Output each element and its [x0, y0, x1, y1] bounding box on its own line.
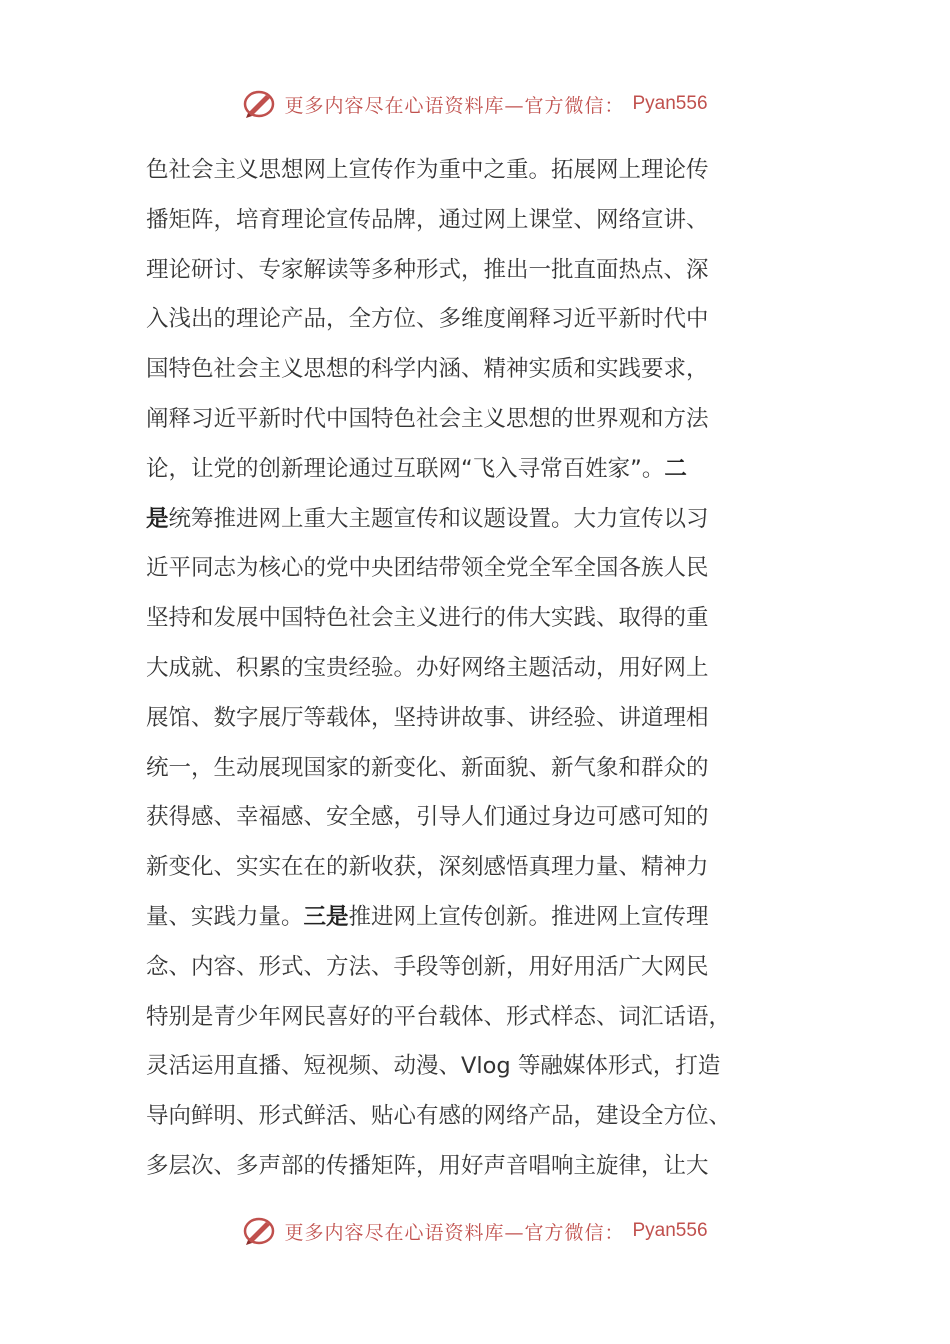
text-line: 新变化、实实在在的新收获，深刻感悟真理力量、精神力	[146, 854, 709, 881]
text-line: 坚持和发展中国特色社会主义进行的伟大实践、取得的重	[146, 605, 709, 632]
text-line	[146, 445, 796, 495]
point-marker-two: 二	[664, 455, 687, 482]
text-segment: 统筹推进网上重大主题宣传和议题设置。大力宣传以习	[168, 505, 709, 532]
text-segment: 量、实践力量。	[146, 903, 304, 930]
pen-logo-icon	[242, 89, 276, 119]
text-line: 统一，生动展现国家的新变化、新面貌、新气象和群众的	[146, 754, 709, 781]
footer-banner	[0, 1213, 950, 1249]
point-marker-two-cont: 是	[146, 505, 169, 532]
text-line: 入浅出的理论产品，全方位、多维度阐释习近平新时代中	[146, 306, 709, 333]
text-line: 获得感、幸福感、安全感，引导人们通过身边可感可知的	[146, 804, 709, 831]
text-segment: 论，让党的创新理论通过互联网“飞入寻常百姓家”。	[146, 455, 665, 482]
text-line: 念、内容、形式、方法、手段等创新，用好用活广大网民	[146, 953, 709, 980]
footer-wechat-id: Pyan556	[632, 1220, 708, 1241]
header-banner	[0, 86, 950, 122]
text-line: 国特色社会主义思想的科学内涵、精神实质和实践要求，	[146, 356, 709, 383]
text-line: 大成就、积累的宝贵经验。办好网络主题活动，用好网上	[146, 654, 709, 681]
text-line: 色社会主义思想网上宣传作为重中之重。拓展网上理论传	[146, 157, 709, 183]
footer-slogan: 更多内容尽在心语资料库—官方微信：	[284, 1221, 625, 1244]
pen-logo-icon	[242, 1216, 276, 1246]
point-marker-three: 三是	[303, 903, 349, 930]
body-text	[146, 146, 796, 1192]
text-line	[146, 893, 796, 943]
header-wechat-id: Pyan556	[632, 93, 708, 114]
text-line: 灵活运用直播、短视频、动漫、Vlog 等融媒体形式，打造	[146, 1053, 721, 1080]
text-line	[146, 495, 796, 545]
header-slogan: 更多内容尽在心语资料库—官方微信：	[284, 94, 625, 117]
text-line: 近平同志为核心的党中央团结带领全党全军全国各族人民	[146, 555, 709, 582]
text-line: 多层次、多声部的传播矩阵，用好声音唱响主旋律，让大	[146, 1152, 709, 1179]
text-line: 展馆、数字展厅等载体，坚持讲故事、讲经验、讲道理相	[146, 704, 709, 731]
text-line: 导向鲜明、形式鲜活、贴心有感的网络产品，建设全方位、	[146, 1103, 732, 1130]
text-line: 阐释习近平新时代中国特色社会主义思想的世界观和方法	[146, 405, 709, 432]
text-segment: 推进网上宣传创新。推进网上宣传理	[348, 903, 709, 930]
text-line: 理论研讨、专家解读等多种形式，推出一批直面热点、深	[146, 256, 709, 283]
text-line: 播矩阵，培育理论宣传品牌，通过网上课堂、网络宣讲、	[146, 206, 709, 233]
text-line: 特别是青少年网民喜好的平台载体、形式样态、词汇话语，	[146, 1003, 732, 1030]
